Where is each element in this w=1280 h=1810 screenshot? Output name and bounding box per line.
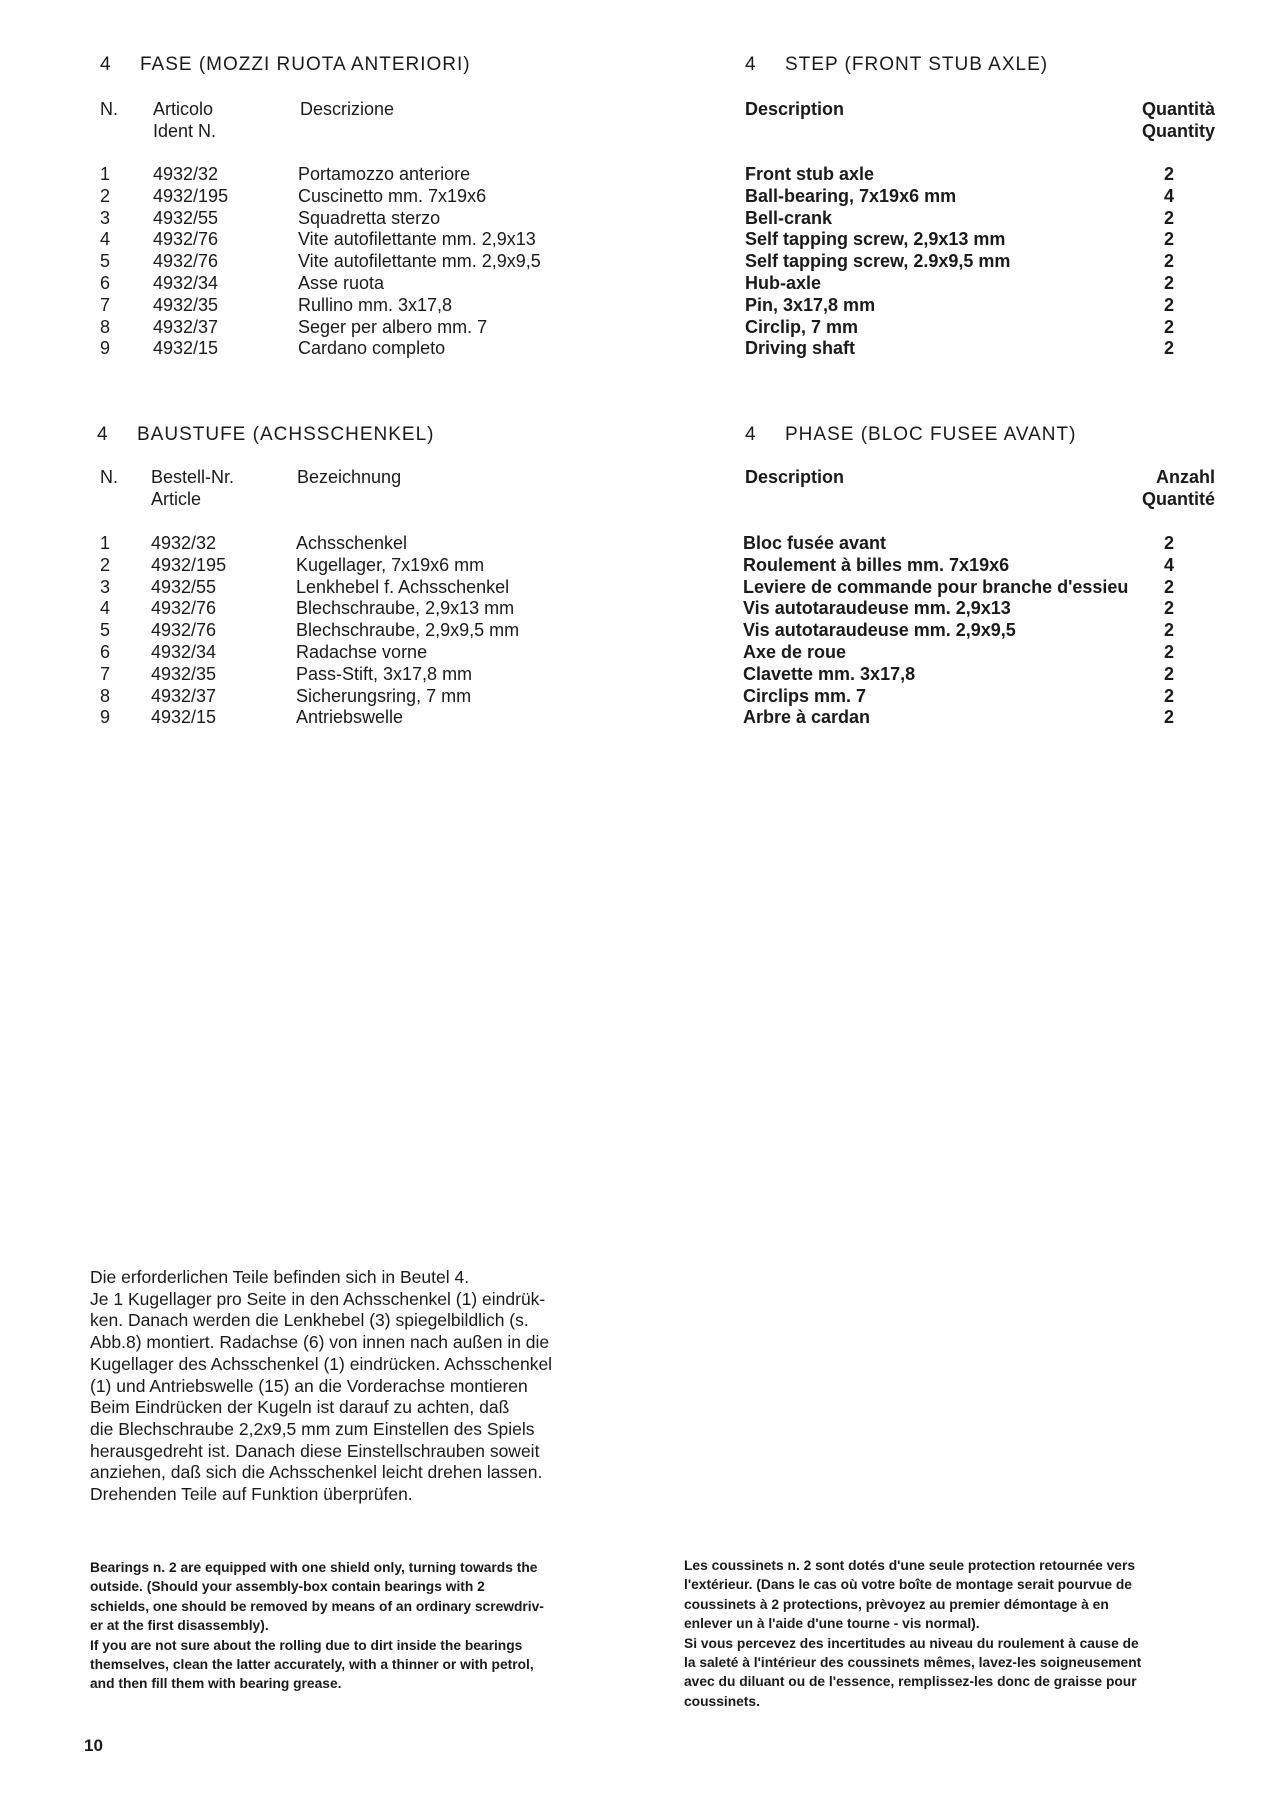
col-article-line1: Bestell-Nr.	[151, 467, 235, 487]
row-description: Antriebswelle	[296, 707, 404, 728]
row-description: Pin, 3x17,8 mm	[745, 294, 876, 315]
text-line: Die erforderlichen Teile befinden sich in Beutel 4.	[90, 1267, 470, 1287]
section-heading-fr	[745, 424, 1076, 446]
text-line: er at the first disassembly).	[90, 1618, 269, 1634]
heading-number: 4	[100, 54, 112, 75]
row-number: 5	[100, 620, 111, 641]
text-line: avec du diluant ou de l'essence, remplissez-les donc de graisse pour	[684, 1674, 1137, 1690]
row-article: 4932/55	[151, 576, 217, 597]
row-number: 4	[100, 598, 111, 619]
text-line: Si vous percevez des incertitudes au niveau du roulement à cause de	[684, 1635, 1139, 1651]
col-n-it: N.	[100, 99, 118, 119]
row-quantity: 2	[1163, 533, 1174, 553]
row-quantity: 2	[1163, 207, 1174, 228]
col-qty-line2: Quantity	[1141, 121, 1215, 141]
col-qty-line2: Quantité	[1141, 489, 1215, 509]
row-number: 6	[100, 273, 111, 293]
row-description: Roulement à billes mm. 7x19x6	[743, 554, 1010, 575]
row-description: Achsschenkel	[296, 533, 408, 553]
col-qty-line1: Anzahl	[1155, 467, 1215, 487]
row-number: 2	[100, 185, 111, 206]
heading-text: STEP (FRONT STUB AXLE)	[785, 54, 1049, 75]
row-description: Vite autofilettante mm. 2,9x13	[298, 229, 536, 250]
row-quantity: 2	[1163, 707, 1174, 728]
col-article-line1: Articolo	[153, 99, 214, 119]
row-quantity: 4	[1163, 185, 1174, 206]
row-description: Vite autofilettante mm. 2,9x9,5	[298, 251, 541, 272]
col-qty-fr	[1080, 466, 1215, 510]
text-line: coussinets à 2 protections, prèvoyez au premier démontage à en	[684, 1596, 1109, 1612]
text-line: l'extérieur. (Dans le cas où votre boîte de montage serait pourvue de	[684, 1577, 1132, 1593]
row-article: 4932/76	[151, 598, 217, 619]
row-description: Portamozzo anteriore	[298, 164, 471, 184]
row-description: Clavette mm. 3x17,8	[743, 663, 916, 684]
text-line: and then fill them with bearing grease.	[90, 1676, 342, 1692]
row-number: 7	[100, 663, 111, 684]
row-description: Vis autotaraudeuse mm. 2,9x13	[743, 598, 1011, 619]
row-description: Kugellager, 7x19x6 mm	[296, 554, 485, 575]
row-description: Circlip, 7 mm	[745, 316, 859, 337]
text-line: Drehenden Teile auf Funktion überprüfen.	[90, 1484, 413, 1505]
row-number: 4	[100, 229, 111, 250]
row-description: Self tapping screw, 2.9x9,5 mm	[745, 251, 1011, 272]
text-line: ken. Danach werden die Lenkhebel (3) spiegelbildlich (s.	[90, 1310, 529, 1331]
text-line: If you are not sure about the rolling due to dirt inside the bearings	[90, 1637, 523, 1653]
row-number: 7	[100, 294, 111, 315]
row-article: 4932/35	[151, 663, 217, 684]
french-note	[684, 1556, 1210, 1711]
heading-number: 4	[97, 424, 109, 445]
text-line: schields, one should be removed by means of an ordinary screwdriv-	[90, 1598, 544, 1614]
row-quantity: 2	[1163, 663, 1174, 684]
row-description: Cardano completo	[298, 338, 446, 359]
row-article: 4932/34	[151, 642, 217, 662]
row-number: 2	[100, 554, 111, 575]
row-article: 4932/76	[151, 620, 217, 641]
heading-text: PHASE (BLOC FUSEE AVANT)	[785, 424, 1077, 445]
col-qty-en	[1080, 98, 1215, 142]
row-article: 4932/76	[153, 251, 219, 272]
row-description: Seger per albero mm. 7	[298, 316, 488, 337]
text-line: anziehen, daß sich die Achsschenkel leicht drehen lassen.	[90, 1462, 543, 1483]
row-quantity: 2	[1163, 685, 1174, 706]
text-line: Les coussinets n. 2 sont dotés d'une seule protection retournée vers	[684, 1558, 1136, 1573]
english-note	[90, 1558, 620, 1694]
row-description: Ball-bearing, 7x19x6 mm	[745, 185, 957, 206]
row-description: Squadretta sterzo	[298, 207, 441, 228]
text-line: (1) und Antriebswelle (15) an die Vorderachse montieren	[90, 1375, 528, 1396]
text-line: Abb.8) montiert. Radachse (6) von innen nach außen in die	[90, 1332, 550, 1353]
row-description: Bell-crank	[745, 207, 833, 228]
row-quantity: 2	[1163, 316, 1174, 337]
col-desc-en: Description	[745, 99, 845, 119]
row-description: Blechschraube, 2,9x9,5 mm	[296, 620, 520, 641]
row-description: Driving shaft	[745, 338, 856, 359]
row-number: 1	[100, 533, 111, 553]
row-article: 4932/35	[153, 294, 219, 315]
row-description: Pass-Stift, 3x17,8 mm	[296, 663, 473, 684]
row-article: 4932/34	[153, 273, 219, 293]
col-article-line2: Ident N.	[153, 121, 217, 141]
row-number: 8	[100, 316, 111, 337]
col-qty-line1: Quantità	[1141, 99, 1215, 119]
row-number: 1	[100, 164, 111, 184]
row-quantity: 2	[1163, 164, 1174, 184]
heading-text: FASE (MOZZI RUOTA ANTERIORI)	[140, 54, 471, 75]
row-description: Cuscinetto mm. 7x19x6	[298, 185, 487, 206]
row-article: 4932/37	[153, 316, 219, 337]
row-description: Asse ruota	[298, 273, 385, 293]
section-heading-de	[97, 424, 435, 446]
text-line: outside. (Should your assembly-box contain bearings with 2	[90, 1579, 485, 1595]
text-line: themselves, clean the latter accurately, with a thinner or with petrol,	[90, 1657, 534, 1673]
text-line: coussinets.	[684, 1693, 760, 1709]
row-article: 4932/76	[153, 229, 219, 250]
row-description: Sicherungsring, 7 mm	[296, 685, 472, 706]
row-description: Vis autotaraudeuse mm. 2,9x9,5	[743, 620, 1016, 641]
row-description: Front stub axle	[745, 164, 875, 184]
row-number: 3	[100, 576, 111, 597]
row-description: Self tapping screw, 2,9x13 mm	[745, 229, 1006, 250]
row-article: 4932/195	[151, 554, 227, 575]
row-article: 4932/15	[151, 707, 217, 728]
text-line: die Blechschraube 2,2x9,5 mm zum Einstellen des Spiels	[90, 1418, 535, 1439]
row-quantity: 2	[1163, 251, 1174, 272]
row-description: Radachse vorne	[296, 642, 428, 662]
row-number: 9	[100, 338, 111, 359]
row-article: 4932/55	[153, 207, 219, 228]
text-line: la saleté à l'intérieur des coussinets mêmes, lavez-les soigneusement	[684, 1655, 1142, 1671]
page-number: 10	[84, 1736, 103, 1755]
row-quantity: 2	[1163, 294, 1174, 315]
row-description: Circlips mm. 7	[743, 685, 867, 706]
row-quantity: 2	[1163, 642, 1174, 662]
col-n-de: N.	[100, 467, 118, 487]
text-line: enlever un à l'aide d'une tourne - vis normal).	[684, 1616, 980, 1632]
heading-text: BAUSTUFE (ACHSSCHENKEL)	[137, 424, 435, 445]
heading-number: 4	[745, 54, 757, 75]
row-number: 5	[100, 251, 111, 272]
row-description: Lenkhebel f. Achsschenkel	[296, 576, 510, 597]
col-desc-fr: Description	[745, 467, 845, 487]
row-number: 3	[100, 207, 111, 228]
row-number: 6	[100, 642, 111, 662]
row-quantity: 2	[1163, 229, 1174, 250]
text-line: Je 1 Kugellager pro Seite in den Achsschenkel (1) eindrük-	[90, 1288, 546, 1309]
col-desc-it: Descrizione	[300, 99, 395, 119]
german-instructions	[90, 1267, 620, 1506]
row-quantity: 2	[1163, 273, 1174, 293]
section-heading-it	[100, 54, 471, 76]
row-article: 4932/32	[151, 533, 217, 553]
text-line: Kugellager des Achsschenkel (1) eindrücken. Achsschenkel	[90, 1353, 553, 1374]
row-description: Leviere de commande pour branche d'essieu	[743, 576, 1129, 597]
row-description: Hub-axle	[745, 273, 822, 293]
row-quantity: 2	[1163, 338, 1174, 359]
section-heading-en	[745, 54, 1048, 76]
row-article: 4932/15	[153, 338, 219, 359]
col-article-it	[153, 98, 216, 142]
row-quantity: 2	[1163, 576, 1174, 597]
col-article-de	[151, 466, 234, 510]
text-line: Bearings n. 2 are equipped with one shield only, turning towards the	[90, 1560, 538, 1575]
row-description: Arbre à cardan	[743, 707, 871, 728]
row-description: Rullino mm. 3x17,8	[298, 294, 453, 315]
row-description: Blechschraube, 2,9x13 mm	[296, 598, 515, 619]
row-number: 9	[100, 707, 111, 728]
row-article: 4932/37	[151, 685, 217, 706]
row-number: 8	[100, 685, 111, 706]
text-line: Beim Eindrücken der Kugeln ist darauf zu achten, daß	[90, 1397, 510, 1418]
col-article-line2: Article	[151, 489, 202, 509]
row-quantity: 2	[1163, 598, 1174, 619]
heading-number: 4	[745, 424, 757, 445]
col-desc-de: Bezeichnung	[297, 467, 402, 487]
row-description: Bloc fusée avant	[743, 533, 887, 553]
text-line: herausgedreht ist. Danach diese Einstellschrauben soweit	[90, 1440, 540, 1461]
row-quantity: 4	[1163, 554, 1174, 575]
row-description: Axe de roue	[743, 642, 847, 662]
row-article: 4932/195	[153, 185, 229, 206]
row-quantity: 2	[1163, 620, 1174, 641]
row-article: 4932/32	[153, 164, 219, 184]
